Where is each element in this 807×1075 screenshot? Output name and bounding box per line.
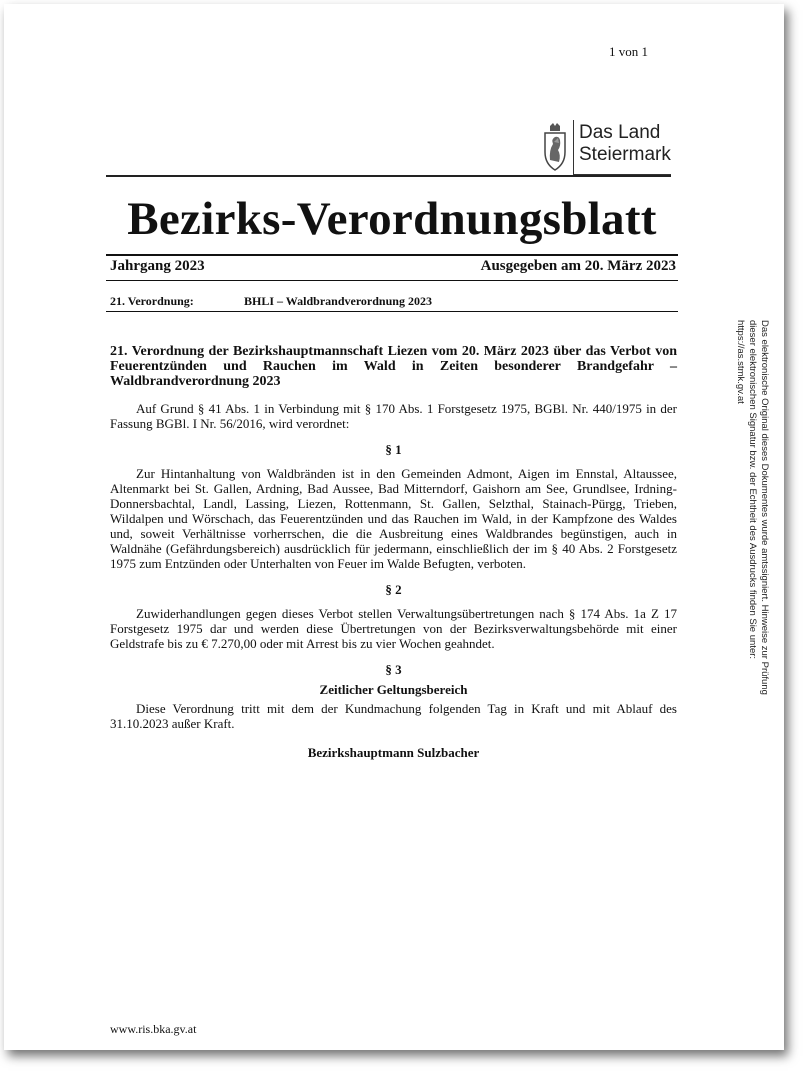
section-1-text: Zur Hintanhaltung von Waldbränden ist in den Gemeinden Admont, Aigen im Ennstal, Altaussee, Altenmarkt bei St. Gallen, Ardning, Bad Aussee, Bad Mitterndorf, Gaishorn am See, Grundlsee, Irdning-Donnersbachtal, Landl, Lassing, Liezen, Rottenmann, St. Gallen, Selzthal, Stainach-Pürgg, Trieben, Wildalpen und Wörschach, das Feuerentzünden und das Rauchen im Wald, in der Kampfzone des Waldes und, soweit Verhältnisse vorherrschen, die die Ausbreitung eines Waldbrandes begünstigen, auch in Waldnähe (Gefährdungsbereich) ausdrücklich für jedermann, einschließlich der im § 40 Abs. 2 Forstgesetz 1975 zum Entzünden oder Unterhalten von Feuer im Walde Befugten, verboten. bbox=[110, 466, 677, 571]
verordnung-label: 21. Verordnung: bbox=[110, 294, 194, 308]
header-rule-mid bbox=[106, 280, 678, 281]
title-top-rule bbox=[106, 175, 671, 177]
section-3-title: § 3 bbox=[385, 662, 402, 677]
preamble: Auf Grund § 41 Abs. 1 in Verbindung mit § 170 Abs. 1 Forstgesetz 1975, BGBl. Nr. 440/1975 in der Fassung BGBl. I Nr. 56/2016, wird verordnet: bbox=[110, 401, 677, 431]
verordnung-line bbox=[110, 294, 432, 309]
logo-line2: Steiermark bbox=[579, 144, 671, 165]
coat-of-arms-icon bbox=[541, 122, 569, 172]
section-1-title: § 1 bbox=[385, 442, 402, 457]
header-rule-bottom bbox=[106, 311, 678, 312]
signature-note-margin bbox=[735, 320, 774, 720]
state-logo bbox=[539, 120, 689, 180]
header-rule-top bbox=[106, 254, 678, 256]
section-3-text: Diese Verordnung tritt mit dem der Kundmachung folgenden Tag in Kraft und mit Ablauf des 31.10.2023 außer Kraft. bbox=[110, 701, 677, 731]
document-body bbox=[110, 344, 677, 731]
section-2-text: Zuwiderhandlungen gegen dieses Verbot stellen Verwaltungsübertretungen nach § 174 Abs. 1a Z 17 Forstgesetz 1975 dar und werden diese Übertretungen von der Bezirksverwaltungsbehörde mit einer Geldstrafe bis zu € 7.270,00 oder mit Arrest bis zu vier Wochen geahndet. bbox=[110, 606, 677, 651]
section-3-subtitle: Zeitlicher Geltungsbereich bbox=[319, 682, 468, 697]
signature-note: Das elektronische Original dieses Dokumentes wurde amtssigniert. Hinweise zur Prüfung dieser elektronischen Signatur bzw. der Echtheit des Ausdrucks finden Sie unter: https://as.stmk.gv.at bbox=[735, 320, 770, 695]
footer-url: www.ris.bka.gv.at bbox=[110, 1022, 197, 1036]
page-number: 1 von 1 bbox=[609, 44, 648, 59]
signature: Bezirkshauptmann Sulzbacher bbox=[307, 745, 480, 760]
ausgegeben: Ausgegeben am 20. März 2023 bbox=[480, 258, 676, 274]
document-title: Bezirks-Verordnungsblatt bbox=[127, 193, 657, 245]
logo-line1: Das Land bbox=[579, 122, 661, 143]
regulation-heading: 21. Verordnung der Bezirkshauptmannschaft Liezen vom 20. März 2023 über das Verbot von Feuerentzünden und Rauchen im Wald in Zeiten besonderer Brandgefahr – Waldbrandverordnung 2023 bbox=[110, 344, 677, 389]
section-2-title: § 2 bbox=[385, 582, 402, 597]
document-page bbox=[4, 4, 784, 1050]
jahrgang: Jahrgang 2023 bbox=[110, 258, 205, 274]
verordnung-value: BHLI – Waldbrandverordnung 2023 bbox=[244, 294, 432, 308]
issue-row bbox=[110, 258, 676, 275]
